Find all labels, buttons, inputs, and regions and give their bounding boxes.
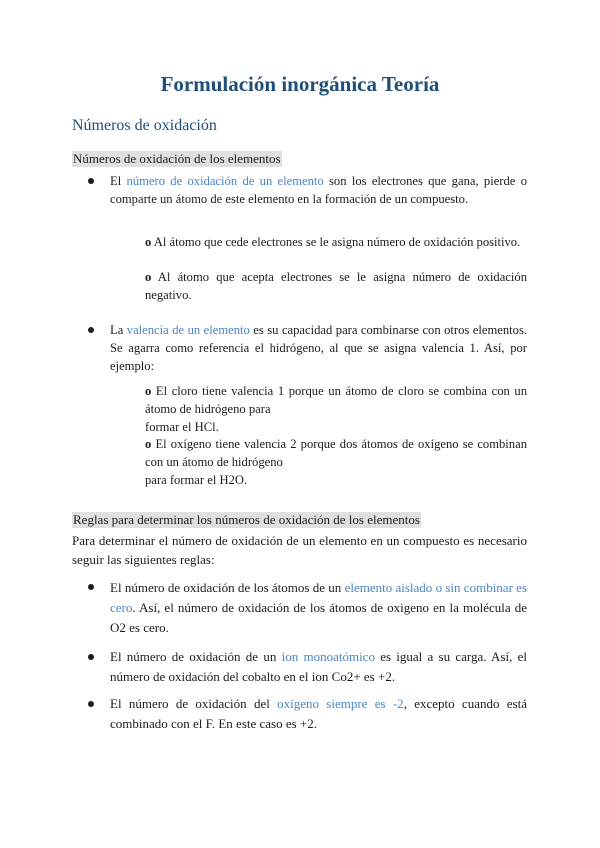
- bullet-dot: [88, 584, 94, 590]
- page-title: Formulación inorgánica Teoría: [160, 72, 440, 96]
- bullet-dot: [88, 701, 94, 707]
- rule-oxigeno: [110, 694, 527, 734]
- text: para formar el H2O.: [145, 473, 248, 487]
- sub-item-negative: [145, 268, 527, 304]
- bullet-dot: [88, 327, 94, 333]
- rule-ion-monoatomico: [110, 647, 527, 687]
- rules-intro: Para determinar el número de oxidación de un elemento en un compuesto es necesario seguir las siguientes reglas:: [72, 533, 527, 567]
- link-valencia[interactable]: valencia de un elemento: [126, 323, 250, 337]
- sub-item-positive: [145, 233, 527, 251]
- text: El número de oxidación de los átomos de un: [110, 580, 345, 595]
- text: El número de oxidación del: [110, 696, 278, 711]
- sub-marker: o: [145, 235, 152, 249]
- link-elemento-aislado[interactable]: elemento aislado o sin combinar es cero: [110, 580, 528, 615]
- text: Al átomo que acepta electrones se le asigna número de oxidación negativo.: [145, 270, 527, 302]
- sub-item-cloro: [145, 382, 527, 436]
- text: es su capacidad para combinarse con otros elementos. Se agarra como referencia el hidrógeno, al que se asigna valencia 1. Así, por ejemplo:: [110, 323, 527, 373]
- text: El cloro tiene valencia 1 porque un átomo de cloro se combina con un átomo de hidrógeno para: [145, 384, 527, 416]
- section-heading: Números de oxidación: [72, 117, 217, 134]
- subheading-rules: Reglas para determinar los números de oxidación de los elementos: [73, 512, 420, 527]
- bullet-dot: [88, 178, 94, 184]
- sub-marker: o: [145, 270, 152, 284]
- bullet-dot: [88, 654, 94, 660]
- text: formar el HCl.: [145, 420, 219, 434]
- text: . Así, el número de oxidación de los átomos de oxigeno en la molécula de O2 es cero.: [110, 600, 527, 635]
- link-oxigeno[interactable]: oxígeno siempre es -2: [277, 696, 404, 711]
- link-numero-oxidacion[interactable]: número de oxidación de un elemento: [126, 174, 324, 188]
- subheading-elements: Números de oxidación de los elementos: [73, 151, 281, 166]
- bullet-valencia: [110, 321, 527, 375]
- text: El: [110, 174, 127, 188]
- sub-marker: o: [145, 437, 152, 451]
- text: es igual a su carga. Así, el número de oxidación del cobalto en el ion Co2+ es +2.: [110, 649, 527, 684]
- rule-elemento-aislado: [110, 578, 527, 638]
- text: La: [110, 323, 127, 337]
- sub-marker: o: [145, 384, 152, 398]
- text: El número de oxidación de un: [110, 649, 282, 664]
- text: , excepto cuando está combinado con el F. En este caso es +2.: [110, 696, 527, 731]
- text: son los electrones que gana, pierde o comparte un átomo de este elemento en la formación de un compuesto.: [110, 174, 527, 206]
- link-ion-monoatomico[interactable]: ion monoatómico: [281, 649, 375, 664]
- sub-item-oxigeno: [145, 435, 527, 489]
- bullet-oxidation-number: [110, 172, 527, 208]
- text: El oxígeno tiene valencia 2 porque dos átomos de oxígeno se combinan con un átomo de hidrógeno: [145, 437, 527, 469]
- text: Al átomo que cede electrones se le asigna número de oxidación positivo.: [151, 235, 521, 249]
